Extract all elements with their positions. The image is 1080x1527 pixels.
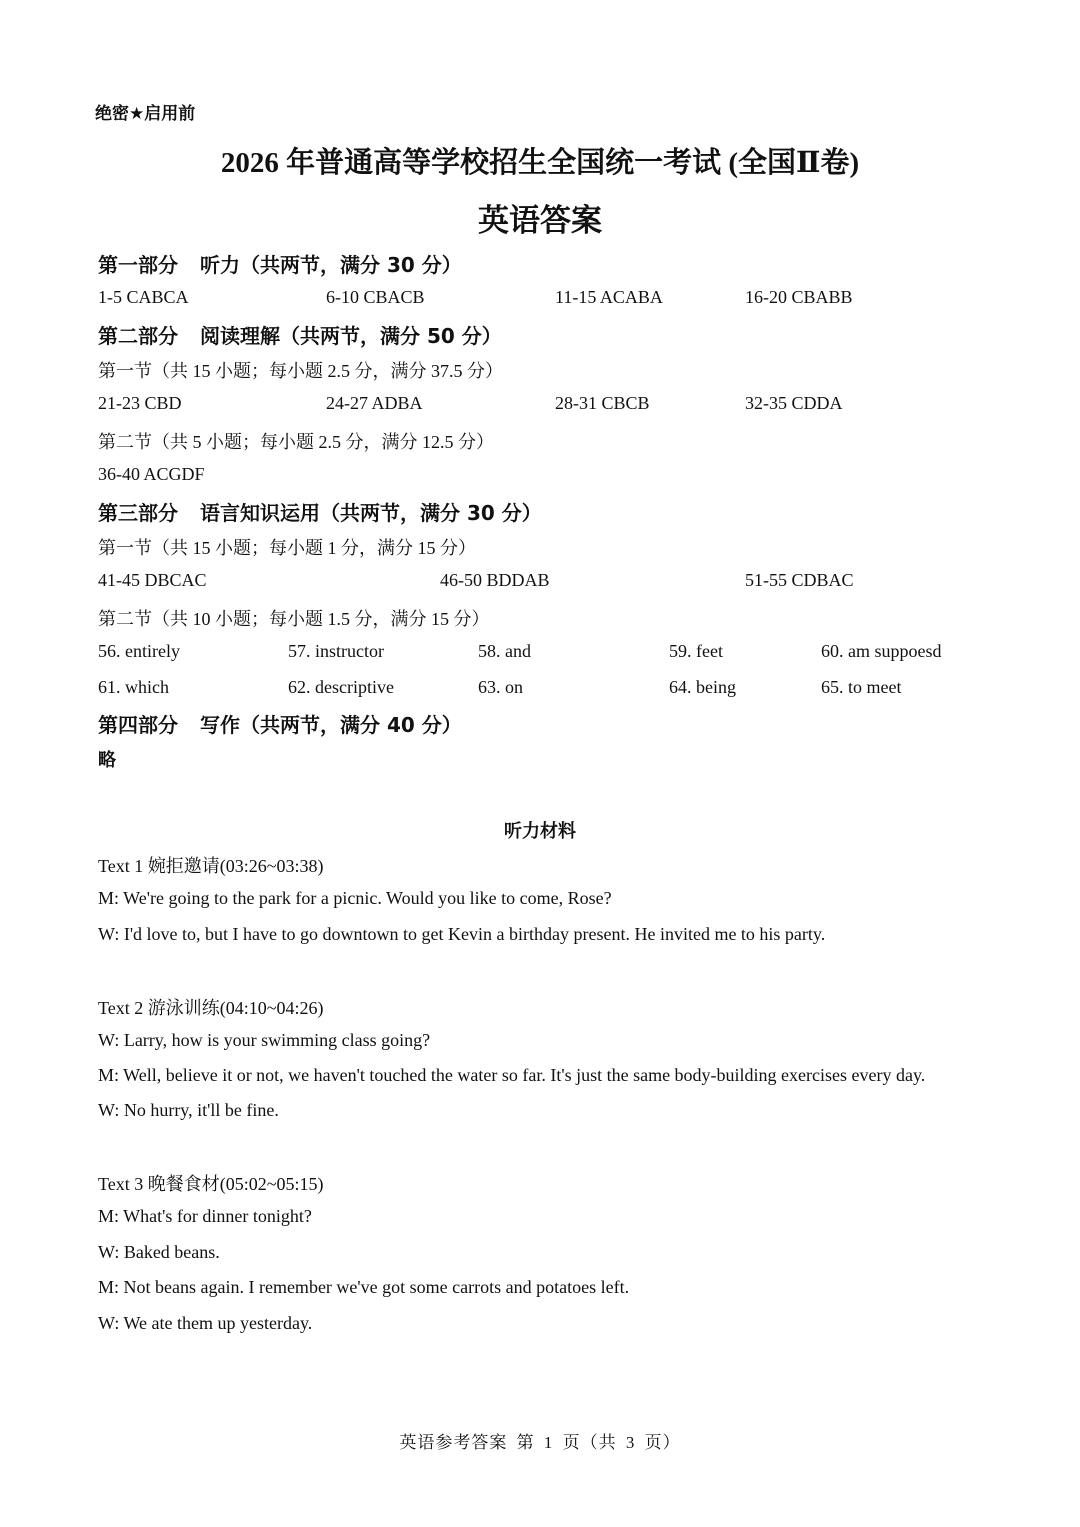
part3-section2-title: 第二节（共 10 小题；每小题 1.5 分，满分 15 分） bbox=[98, 609, 490, 629]
answer-group: 21-23 CBD bbox=[98, 393, 182, 413]
footer-page-number: 1 bbox=[543, 1433, 554, 1452]
blank-answer: 58. and bbox=[478, 641, 531, 661]
blank-answer: 62. descriptive bbox=[288, 677, 394, 697]
listening-title: 听力材料 bbox=[504, 821, 576, 842]
footer-page-total: 3 bbox=[625, 1433, 636, 1452]
exam-title: 2026 年普通高等学校招生全国统一考试 (全国Ⅱ卷) bbox=[220, 147, 860, 179]
dialogue-line: W: Baked beans. bbox=[98, 1242, 220, 1262]
footer-page-suffix: 页） bbox=[644, 1433, 681, 1452]
blank-answer: 60. am suppoesd bbox=[821, 641, 942, 661]
part3-heading bbox=[98, 497, 542, 526]
text3-heading: Text 3 晚餐食材(05:02~05:15) bbox=[98, 1174, 324, 1194]
answer-group: 1-5 CABCA bbox=[98, 287, 189, 307]
footer-page-prefix: 第 bbox=[516, 1433, 535, 1452]
dialogue-line: M: We're going to the park for a picnic. Would you like to come, Rose? bbox=[98, 888, 612, 908]
answer-group: 46-50 BDDAB bbox=[440, 570, 550, 590]
blank-answer: 59. feet bbox=[669, 641, 723, 661]
answer-group: 24-27 ADBA bbox=[326, 393, 423, 413]
text2-heading: Text 2 游泳训练(04:10~04:26) bbox=[98, 998, 324, 1018]
answer-group: 6-10 CBACB bbox=[326, 287, 425, 307]
part1-heading bbox=[98, 249, 462, 278]
part2-label: 第二部分 bbox=[98, 324, 178, 348]
blank-answer: 65. to meet bbox=[821, 677, 902, 697]
part4-label: 第四部分 bbox=[98, 713, 178, 737]
answer-group: 16-20 CBABB bbox=[745, 287, 853, 307]
part2-section2-answers: 36-40 ACGDF bbox=[98, 464, 205, 484]
dialogue-line: M: Well, believe it or not, we haven't touched the water so far. It's just the same body-building exercises every day. bbox=[98, 1065, 926, 1085]
part2-section1-answer-row bbox=[0, 393, 1080, 419]
blank-answer: 61. which bbox=[98, 677, 169, 697]
answer-group: 11-15 ACABA bbox=[555, 287, 663, 307]
part3-section2-answer-row2 bbox=[0, 677, 1080, 703]
dialogue-line: W: No hurry, it'll be fine. bbox=[98, 1100, 279, 1120]
part1-label: 第一部分 bbox=[98, 253, 178, 277]
dialogue-line: W: I'd love to, but I have to go downtown to get Kevin a birthday present. He invited me to his party. bbox=[98, 924, 826, 944]
part2-heading bbox=[98, 320, 502, 349]
dialogue-line: W: Larry, how is your swimming class going? bbox=[98, 1030, 431, 1050]
part2-section1-title: 第一节（共 15 小题；每小题 2.5 分，满分 37.5 分） bbox=[98, 361, 503, 381]
part3-section2-answer-row1 bbox=[0, 641, 1080, 667]
part3-section1-title: 第一节（共 15 小题；每小题 1 分，满分 15 分） bbox=[98, 538, 476, 558]
dialogue-line: W: We ate them up yesterday. bbox=[98, 1313, 313, 1333]
answer-group: 51-55 CDBAC bbox=[745, 570, 854, 590]
blank-answer: 57. instructor bbox=[288, 641, 384, 661]
part1-title: 听力（共两节，满分 30 分） bbox=[200, 253, 462, 277]
dialogue-line: M: Not beans again. I remember we've got some carrots and potatoes left. bbox=[98, 1277, 630, 1297]
part4-heading bbox=[98, 709, 462, 738]
blank-answer: 64. being bbox=[669, 677, 736, 697]
part3-label: 第三部分 bbox=[98, 501, 178, 525]
footer-subject: 英语参考答案 bbox=[399, 1433, 508, 1452]
text1-heading: Text 1 婉拒邀请(03:26~03:38) bbox=[98, 856, 324, 876]
part4-content: 略 bbox=[98, 750, 116, 771]
part2-section2-title: 第二节（共 5 小题；每小题 2.5 分，满分 12.5 分） bbox=[98, 432, 494, 452]
part3-title: 语言知识运用（共两节，满分 30 分） bbox=[200, 501, 542, 525]
part2-title: 阅读理解（共两节，满分 50 分） bbox=[200, 324, 502, 348]
blank-answer: 56. entirely bbox=[98, 641, 180, 661]
part3-section1-answer-row bbox=[0, 570, 1080, 596]
subject-title: 英语答案 bbox=[478, 203, 602, 239]
dialogue-line: M: What's for dinner tonight? bbox=[98, 1206, 312, 1226]
part4-title: 写作（共两节，满分 40 分） bbox=[200, 713, 462, 737]
answer-group: 28-31 CBCB bbox=[555, 393, 650, 413]
page-footer bbox=[0, 1428, 1080, 1453]
part1-answer-row bbox=[0, 287, 1080, 313]
footer-page-mid: 页（共 bbox=[562, 1433, 617, 1452]
secret-label: 绝密★启用前 bbox=[95, 104, 196, 124]
blank-answer: 63. on bbox=[478, 677, 523, 697]
answer-group: 32-35 CDDA bbox=[745, 393, 843, 413]
answer-group: 41-45 DBCAC bbox=[98, 570, 207, 590]
